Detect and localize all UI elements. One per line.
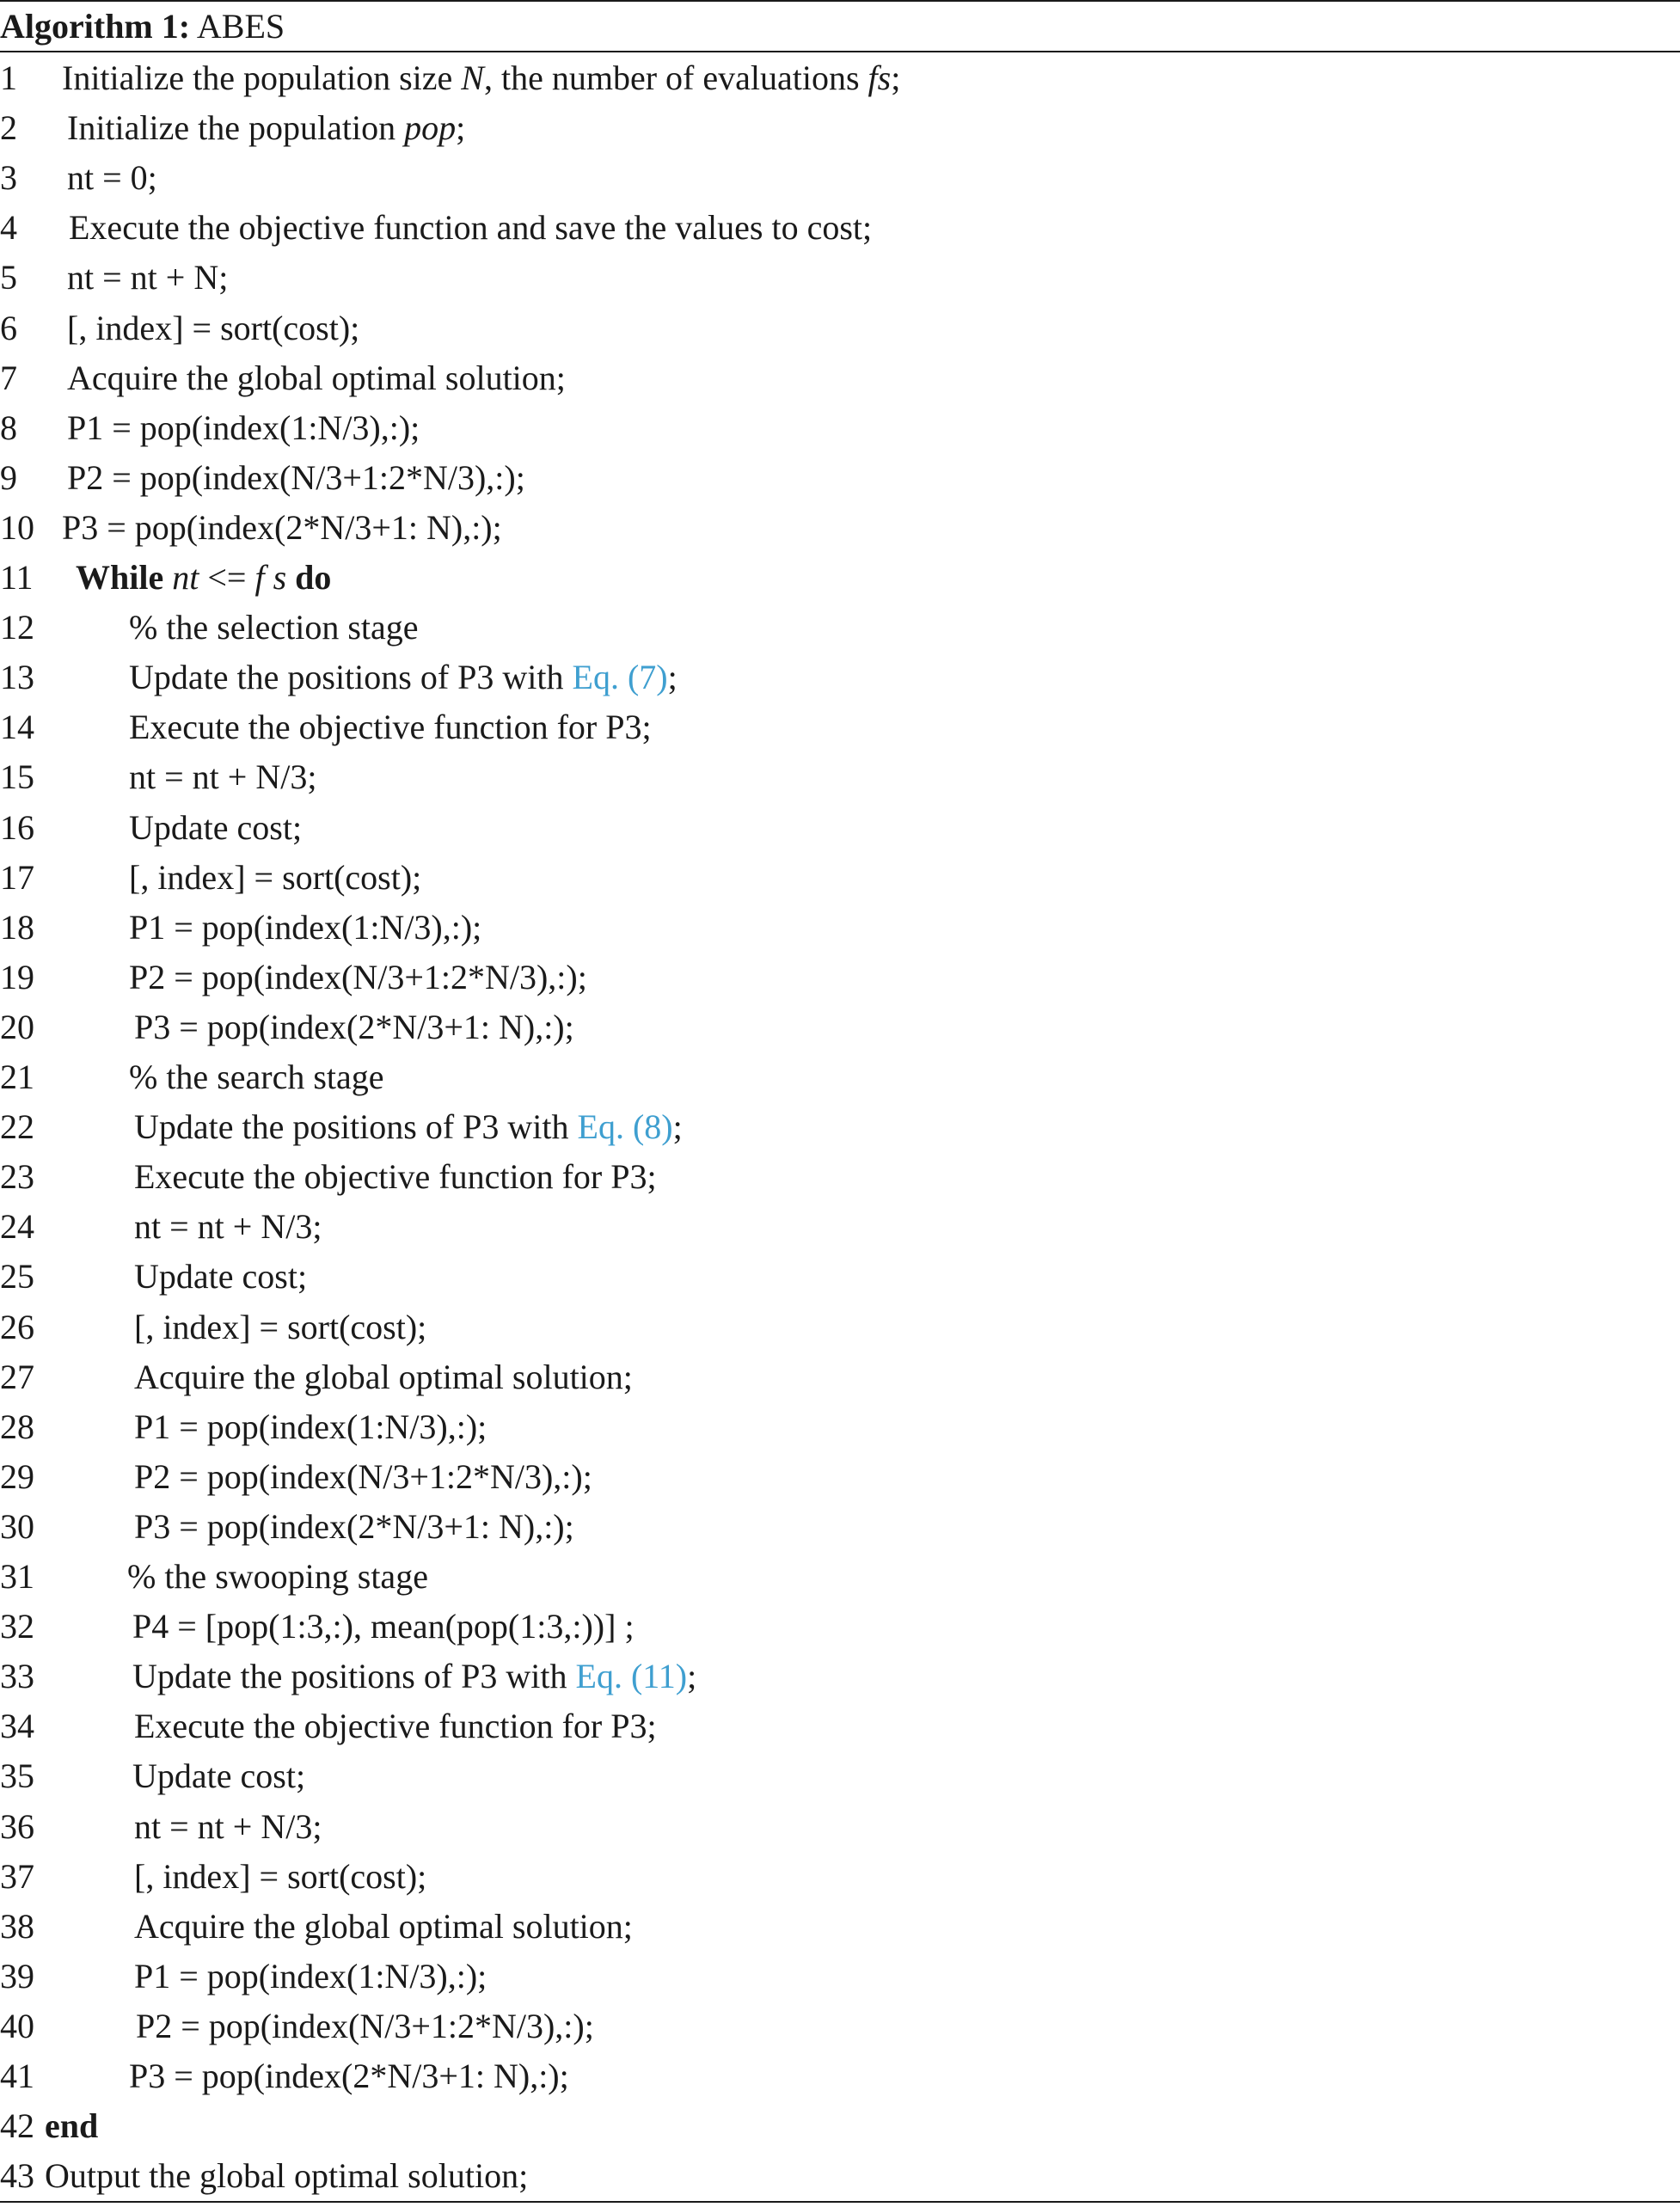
line-number: 6 bbox=[0, 308, 17, 347]
line-number: 29 bbox=[0, 1456, 34, 1496]
code-text: P3 = pop(index(2*N/3+1: N),:); bbox=[134, 1506, 574, 1546]
line-number: 25 bbox=[0, 1257, 34, 1297]
line-code bbox=[134, 1252, 307, 1302]
line-number: 9 bbox=[0, 457, 17, 497]
line-code bbox=[134, 1002, 574, 1052]
line-number: 2 bbox=[0, 108, 17, 148]
code-text: P3 = pop(index(2*N/3+1: N),:); bbox=[129, 2057, 569, 2095]
code-text: P3 = pop(index(2*N/3+1: N),:); bbox=[62, 507, 502, 547]
equation-link[interactable]: Eq. (7) bbox=[572, 658, 668, 697]
line-code bbox=[76, 553, 331, 603]
line-number: 34 bbox=[0, 1707, 34, 1746]
line-code bbox=[134, 1852, 426, 1902]
code-text: P3 = pop(index(2*N/3+1: N),:); bbox=[134, 1007, 574, 1046]
line-number: 26 bbox=[0, 1307, 34, 1346]
code-text: % the swooping stage bbox=[127, 1557, 428, 1596]
code-text: [, index] = sort(cost); bbox=[134, 1856, 427, 1896]
code-text: Output the global optimal solution; bbox=[45, 2156, 529, 2196]
algorithm-name: ABES bbox=[196, 7, 285, 46]
line-number: 11 bbox=[0, 558, 34, 597]
algorithm-label: Algorithm 1: bbox=[0, 7, 191, 46]
line-number: 1 bbox=[0, 58, 17, 97]
code-text: Initialize the population size bbox=[62, 58, 462, 97]
line-number: 28 bbox=[0, 1407, 34, 1446]
line-number: 13 bbox=[0, 658, 34, 697]
variable: fs bbox=[868, 58, 892, 97]
line-code bbox=[134, 1352, 633, 1402]
line-code bbox=[67, 253, 228, 303]
line-code bbox=[129, 752, 316, 802]
line-code bbox=[127, 1552, 428, 1602]
code-text: nt = nt + N/3; bbox=[129, 757, 317, 797]
line-number: 15 bbox=[0, 757, 34, 797]
code-text: ; bbox=[672, 1107, 683, 1147]
variable: pop bbox=[404, 108, 457, 148]
code-text: P1 = pop(index(1:N/3),:); bbox=[67, 408, 420, 447]
variable: f s bbox=[254, 558, 287, 597]
line-code bbox=[129, 1052, 384, 1102]
line-number: 41 bbox=[0, 2057, 34, 2095]
algorithm-header bbox=[0, 2, 285, 51]
code-text: Update the positions of P3 with bbox=[129, 658, 573, 697]
line-number: 10 bbox=[0, 507, 34, 547]
line-code bbox=[67, 403, 420, 453]
code-text: Execute the objective function for P3; bbox=[129, 708, 652, 747]
code-text: ; bbox=[891, 58, 901, 97]
line-code bbox=[129, 2051, 569, 2101]
line-code bbox=[45, 2151, 528, 2201]
code-text: P1 = pop(index(1:N/3),:); bbox=[134, 1407, 487, 1446]
line-code bbox=[134, 1701, 657, 1751]
code-text: [, index] = sort(cost); bbox=[129, 857, 422, 897]
code-text: <= bbox=[199, 558, 255, 597]
line-number: 8 bbox=[0, 408, 17, 447]
code-text: Execute the objective function for P3; bbox=[134, 1157, 657, 1197]
line-code bbox=[136, 2002, 594, 2051]
line-number: 30 bbox=[0, 1506, 34, 1546]
code-text: Update the positions of P3 with bbox=[132, 1657, 576, 1696]
line-number: 37 bbox=[0, 1856, 34, 1896]
line-number: 36 bbox=[0, 1806, 34, 1846]
line-number: 39 bbox=[0, 1956, 34, 1995]
variable: N bbox=[461, 58, 484, 97]
line-number: 35 bbox=[0, 1756, 34, 1796]
code-text: Acquire the global optimal solution; bbox=[134, 1906, 633, 1946]
variable: nt bbox=[172, 558, 199, 597]
code-text: nt = 0; bbox=[67, 158, 157, 198]
code-text: nt = nt + N/3; bbox=[134, 1806, 322, 1846]
line-number: 5 bbox=[0, 258, 17, 297]
line-code bbox=[129, 953, 587, 1002]
code-text: nt = nt + N/3; bbox=[134, 1207, 322, 1247]
line-number: 22 bbox=[0, 1107, 34, 1147]
line-number: 27 bbox=[0, 1357, 34, 1396]
line-number: 24 bbox=[0, 1207, 34, 1247]
line-number: 40 bbox=[0, 2006, 34, 2045]
line-code bbox=[134, 1152, 657, 1202]
code-text: % the search stage bbox=[129, 1058, 384, 1096]
code-text: Update cost; bbox=[134, 1257, 308, 1297]
code-text: P2 = pop(index(N/3+1:2*N/3),:); bbox=[129, 957, 587, 996]
line-code bbox=[132, 1652, 696, 1701]
code-text: P2 = pop(index(N/3+1:2*N/3),:); bbox=[134, 1456, 592, 1496]
line-code bbox=[134, 1902, 633, 1952]
line-code bbox=[129, 903, 481, 953]
line-code bbox=[69, 203, 872, 253]
code-text: [, index] = sort(cost); bbox=[134, 1307, 427, 1346]
line-number: 17 bbox=[0, 857, 34, 897]
line-code bbox=[45, 2101, 98, 2151]
code-text: ; bbox=[456, 108, 466, 148]
line-number: 31 bbox=[0, 1557, 34, 1596]
line-code bbox=[132, 1751, 305, 1801]
line-code bbox=[129, 603, 419, 653]
keyword: do bbox=[286, 558, 332, 597]
line-number: 42 bbox=[0, 2106, 34, 2146]
line-code bbox=[134, 1102, 683, 1152]
code-text: Execute the objective function for P3; bbox=[134, 1707, 657, 1746]
line-number: 32 bbox=[0, 1607, 34, 1646]
code-text: , the number of evaluations bbox=[483, 58, 868, 97]
line-code bbox=[134, 1952, 487, 2002]
code-text: P2 = pop(index(N/3+1:2*N/3),:); bbox=[136, 2006, 594, 2045]
line-number: 20 bbox=[0, 1007, 34, 1046]
keyword: While bbox=[76, 558, 173, 597]
line-code bbox=[129, 653, 678, 702]
line-code bbox=[67, 353, 566, 403]
line-number: 14 bbox=[0, 708, 34, 747]
line-code bbox=[62, 503, 502, 553]
code-text: ; bbox=[687, 1657, 697, 1696]
code-text: Acquire the global optimal solution; bbox=[134, 1357, 633, 1396]
line-code bbox=[134, 1802, 322, 1852]
keyword: end bbox=[45, 2106, 99, 2146]
code-text: nt = nt + N; bbox=[67, 258, 229, 297]
line-code bbox=[134, 1402, 487, 1452]
equation-link[interactable]: Eq. (11) bbox=[575, 1657, 688, 1696]
line-code bbox=[134, 1452, 592, 1502]
line-number: 16 bbox=[0, 807, 34, 847]
header-rule bbox=[0, 51, 1680, 52]
line-code bbox=[67, 453, 525, 503]
code-text: Execute the objective function and save the values to cost; bbox=[69, 208, 873, 248]
code-text: P4 = [pop(1:3,:), mean(pop(1:3,:))] ; bbox=[132, 1607, 635, 1646]
code-text: % the selection stage bbox=[129, 608, 419, 647]
code-text: Update cost; bbox=[132, 1756, 306, 1796]
code-text: Acquire the global optimal solution; bbox=[67, 358, 566, 397]
line-code bbox=[129, 803, 302, 853]
bottom-rule bbox=[0, 2201, 1680, 2203]
code-text: P1 = pop(index(1:N/3),:); bbox=[134, 1956, 487, 1995]
line-code bbox=[132, 1602, 635, 1652]
line-number: 19 bbox=[0, 957, 34, 996]
line-code bbox=[129, 853, 421, 903]
line-number: 7 bbox=[0, 358, 17, 397]
line-code bbox=[62, 53, 900, 103]
line-code bbox=[67, 303, 359, 353]
line-number: 33 bbox=[0, 1657, 34, 1696]
code-text: ; bbox=[667, 658, 678, 697]
line-code bbox=[129, 702, 652, 752]
line-code bbox=[67, 153, 157, 203]
equation-link[interactable]: Eq. (8) bbox=[577, 1107, 673, 1147]
line-number: 4 bbox=[0, 208, 17, 248]
line-number: 21 bbox=[0, 1058, 34, 1096]
line-code bbox=[134, 1502, 574, 1552]
line-number: 23 bbox=[0, 1157, 34, 1197]
code-text: Update cost; bbox=[129, 807, 303, 847]
line-code bbox=[134, 1202, 322, 1252]
line-number: 38 bbox=[0, 1906, 34, 1946]
line-code bbox=[67, 103, 465, 153]
code-text: Initialize the population bbox=[67, 108, 405, 148]
line-number: 18 bbox=[0, 907, 34, 947]
line-number: 12 bbox=[0, 608, 34, 647]
line-code bbox=[134, 1303, 426, 1352]
code-text: Update the positions of P3 with bbox=[134, 1107, 578, 1147]
code-text: [, index] = sort(cost); bbox=[67, 308, 360, 347]
line-number: 3 bbox=[0, 158, 17, 198]
code-text: P1 = pop(index(1:N/3),:); bbox=[129, 907, 482, 947]
line-number: 43 bbox=[0, 2156, 34, 2196]
code-text: P2 = pop(index(N/3+1:2*N/3),:); bbox=[67, 457, 525, 497]
